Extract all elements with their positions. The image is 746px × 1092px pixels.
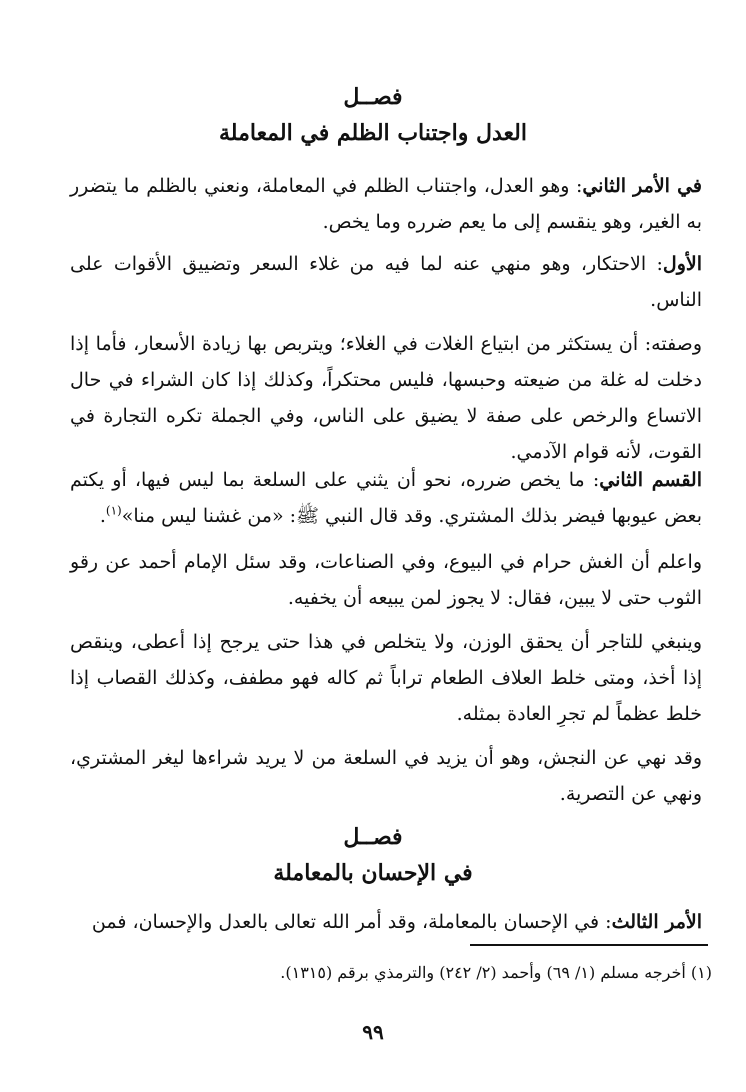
section-subheading: في الإحسان بالمعاملة xyxy=(273,860,473,886)
paragraph-text: وينبغي للتاجر أن يحقق الوزن، ولا يتخلص في هذا حتى يرجح إذا أعطى، وينقص إذا أخذ، ومتى خلط العلاف الطعام تراباً ثم كاله فهو مطفف، وكذلك القصاب إذا خلط عظماً لم تجرِ العادة بمثله. xyxy=(70,631,702,725)
paragraph-third-matter xyxy=(70,904,702,940)
paragraph-second-matter xyxy=(70,168,702,240)
paragraph-second-section xyxy=(70,462,702,534)
paragraph-text: وصفته: أن يستكثر من ابتياع الغلات في الغلاء؛ ويتربص بها زيادة الأسعار، فأما إذا دخلت له غلة من ضيعته وحبسها، فليس محتكراً، وكذلك إذا كان الشراء في حال الاتساع والرخص على صفة لا يضيق على الناس، وفي الجملة تكره التجارة في القوت، لأنه قوام الآدمي. xyxy=(70,333,702,463)
paragraph-text: : وهو العدل، واجتناب الظلم في المعاملة، ونعني بالظلم ما يتضرر به الغير، وهو ينقسم إلى ما يعم ضرره وما يخص. xyxy=(70,175,702,233)
paragraph-lead: القسم الثاني xyxy=(599,469,702,491)
paragraph-text-end: . xyxy=(99,505,106,527)
paragraph-najash xyxy=(70,740,702,812)
paragraph-description xyxy=(70,326,702,470)
paragraph-lead: في الأمر الثاني xyxy=(582,175,702,197)
paragraph-text: : في الإحسان بالمعاملة، وقد أمر الله تعالى بالعدل والإحسان، فمن xyxy=(91,911,612,933)
paragraph-first-hoarding xyxy=(70,246,702,318)
section-subheading: العدل واجتناب الظلم في المعاملة xyxy=(219,120,527,146)
paragraph-text: وقد نهي عن النجش، وهو أن يزيد في السلعة من لا يريد شراءها ليغر المشتري، ونهي عن التصرية. xyxy=(70,747,702,805)
footnote-divider xyxy=(470,944,708,946)
paragraph-merchant-weight xyxy=(70,624,702,732)
paragraph-text: : ما يخص ضرره، نحو أن يثني على السلعة بما ليس فيها، أو يكتم بعض عيوبها فيضر بذلك المشتري. وقد قال النبي ﷺ: «من غشنا ليس منا» xyxy=(70,469,702,527)
paragraph-lead: الأول xyxy=(662,253,702,275)
paragraph-lead: الأمر الثالث xyxy=(611,911,702,933)
paragraph-fraud xyxy=(70,544,702,616)
footnote-reference: (١) xyxy=(105,503,122,518)
page-number: ٩٩ xyxy=(362,1020,384,1044)
paragraph-text: واعلم أن الغش حرام في البيوع، وفي الصناعات، وقد سئل الإمام أحمد عن رقو الثوب حتى لا يبين، فقال: لا يجوز لمن يبيعه أن يخفيه. xyxy=(70,551,702,609)
paragraph-text: : الاحتكار، وهو منهي عنه لما فيه من غلاء السعر وتضييق الأقوات على الناس. xyxy=(70,253,702,311)
section-heading: فصــل xyxy=(343,84,403,110)
footnote: (١) أخرجه مسلم (١/ ٦٩) وأحمد (٢/ ٢٤٢) والترمذي برقم (١٣١٥). xyxy=(280,963,712,982)
section-heading: فصــل xyxy=(343,824,403,850)
